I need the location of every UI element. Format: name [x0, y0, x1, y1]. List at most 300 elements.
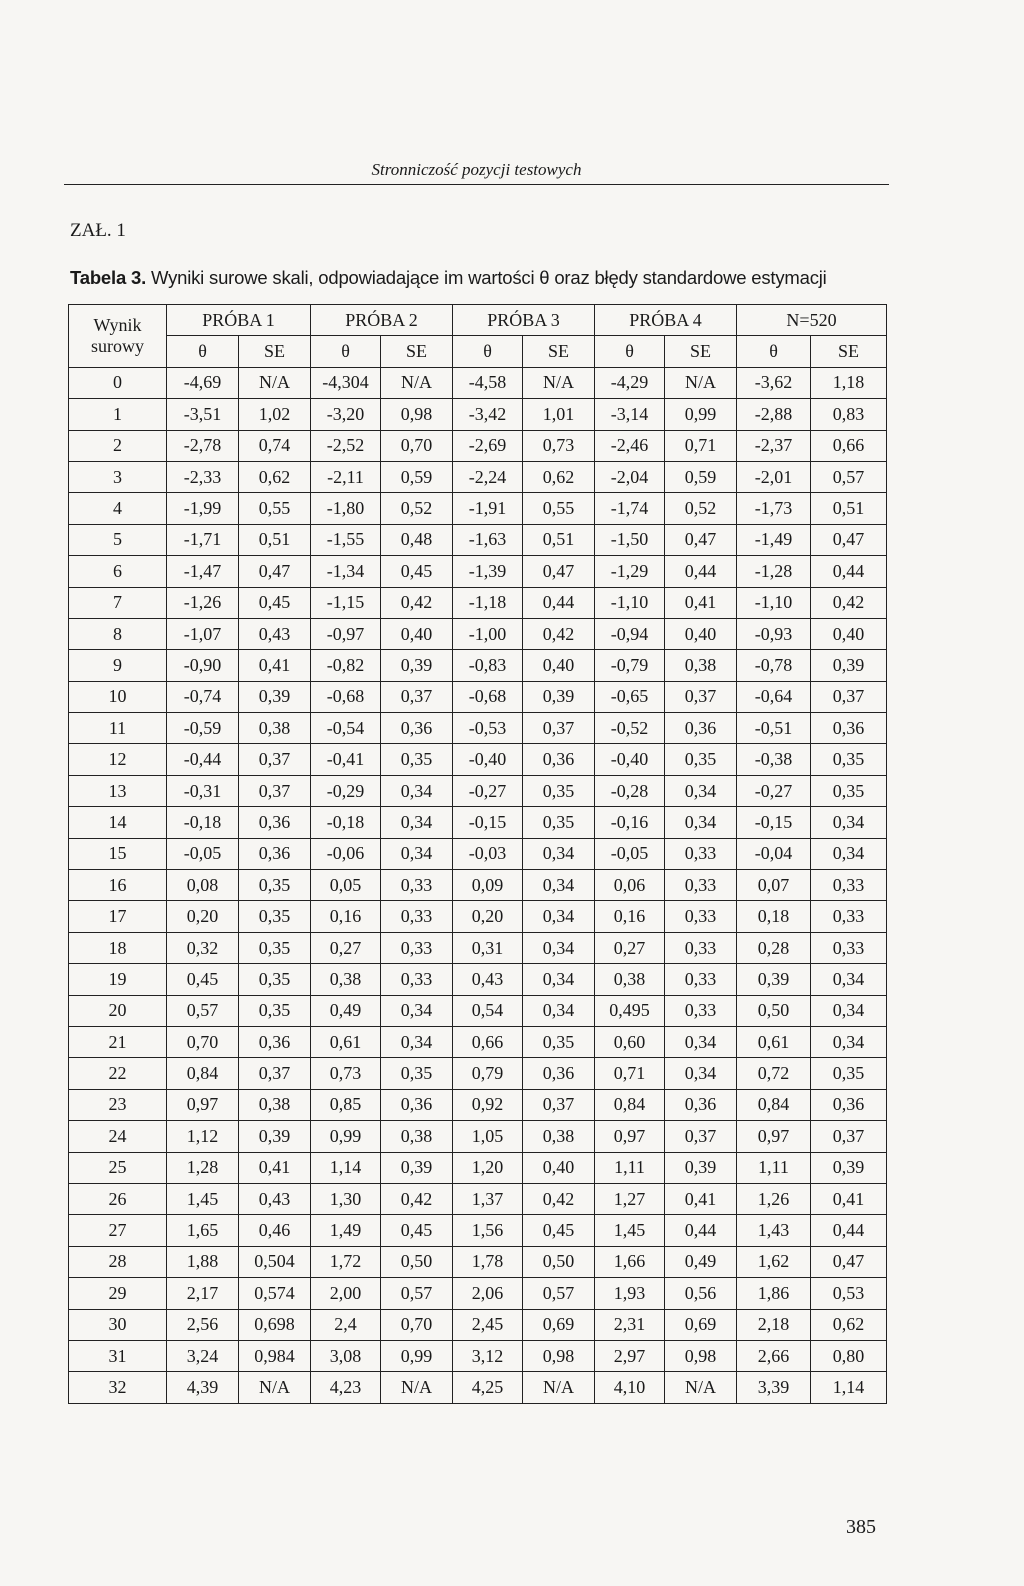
- theta-cell: 0,27: [311, 932, 381, 963]
- se-cell: 0,99: [665, 399, 737, 430]
- theta-cell: 0,32: [167, 932, 239, 963]
- theta-cell: -0,53: [453, 713, 523, 744]
- theta-cell: 0,08: [167, 870, 239, 901]
- table-row: [69, 901, 887, 932]
- theta-cell: -0,54: [311, 713, 381, 744]
- theta-cell: 0,45: [167, 964, 239, 995]
- raw-score-cell: 6: [69, 556, 167, 587]
- theta-cell: 1,66: [595, 1246, 665, 1277]
- se-cell: N/A: [381, 1372, 453, 1403]
- theta-cell: 1,12: [167, 1121, 239, 1152]
- table-row: [69, 1026, 887, 1057]
- appendix-label: ZAŁ. 1: [70, 220, 126, 241]
- raw-score-cell: 31: [69, 1340, 167, 1371]
- se-cell: 0,40: [523, 1152, 595, 1183]
- se-cell: 0,51: [523, 524, 595, 555]
- theta-cell: -2,01: [737, 461, 811, 492]
- theta-cell: 1,30: [311, 1183, 381, 1214]
- se-cell: N/A: [239, 367, 311, 398]
- se-cell: 0,37: [239, 775, 311, 806]
- theta-cell: 4,23: [311, 1372, 381, 1403]
- se-cell: 0,42: [811, 587, 887, 618]
- theta-cell: 2,66: [737, 1340, 811, 1371]
- table-row: [69, 1340, 887, 1371]
- theta-cell: -0,78: [737, 650, 811, 681]
- theta-cell: 1,45: [595, 1215, 665, 1246]
- theta-cell: 2,31: [595, 1309, 665, 1340]
- se-cell: 0,34: [381, 807, 453, 838]
- se-cell: 0,39: [381, 650, 453, 681]
- raw-score-cell: 0: [69, 367, 167, 398]
- theta-cell: -0,82: [311, 650, 381, 681]
- se-cell: 0,43: [239, 1183, 311, 1214]
- theta-cell: 1,65: [167, 1215, 239, 1246]
- theta-cell: -0,94: [595, 618, 665, 649]
- theta-cell: -4,58: [453, 367, 523, 398]
- theta-cell: 3,08: [311, 1340, 381, 1371]
- theta-cell: 1,49: [311, 1215, 381, 1246]
- theta-cell: -1,50: [595, 524, 665, 555]
- se-cell: 0,47: [811, 524, 887, 555]
- se-cell: 0,51: [811, 493, 887, 524]
- se-cell: 0,40: [381, 618, 453, 649]
- theta-cell: -0,27: [737, 775, 811, 806]
- se-cell: 0,35: [523, 807, 595, 838]
- raw-score-cell: 26: [69, 1183, 167, 1214]
- sub-header-theta: θ: [453, 336, 523, 367]
- se-cell: 0,33: [665, 901, 737, 932]
- theta-cell: 0,20: [167, 901, 239, 932]
- theta-cell: 0,71: [595, 1058, 665, 1089]
- se-cell: 0,35: [239, 995, 311, 1026]
- theta-cell: -1,34: [311, 556, 381, 587]
- se-cell: 0,83: [811, 399, 887, 430]
- theta-cell: -2,69: [453, 430, 523, 461]
- se-cell: 0,36: [665, 713, 737, 744]
- se-cell: 0,33: [811, 901, 887, 932]
- theta-cell: 0,31: [453, 932, 523, 963]
- se-cell: 0,35: [665, 744, 737, 775]
- theta-cell: 0,97: [167, 1089, 239, 1120]
- se-cell: 0,48: [381, 524, 453, 555]
- table-row: [69, 524, 887, 555]
- se-cell: 0,51: [239, 524, 311, 555]
- table-row: [69, 587, 887, 618]
- table-row: [69, 1121, 887, 1152]
- sub-header-theta: θ: [737, 336, 811, 367]
- se-cell: 0,698: [239, 1309, 311, 1340]
- se-cell: 0,50: [523, 1246, 595, 1277]
- theta-cell: -1,47: [167, 556, 239, 587]
- sub-header-se: SE: [811, 336, 887, 367]
- theta-cell: -0,74: [167, 681, 239, 712]
- se-cell: N/A: [381, 367, 453, 398]
- theta-cell: 2,06: [453, 1278, 523, 1309]
- se-cell: 0,73: [523, 430, 595, 461]
- theta-cell: 0,57: [167, 995, 239, 1026]
- se-cell: 0,41: [665, 587, 737, 618]
- theta-cell: -0,83: [453, 650, 523, 681]
- table-row: [69, 1372, 887, 1403]
- se-cell: 0,35: [239, 932, 311, 963]
- theta-cell: 0,85: [311, 1089, 381, 1120]
- se-cell: 0,62: [811, 1309, 887, 1340]
- se-cell: 0,34: [523, 838, 595, 869]
- se-cell: 0,37: [523, 713, 595, 744]
- theta-cell: 0,84: [595, 1089, 665, 1120]
- se-cell: 0,39: [665, 1152, 737, 1183]
- se-cell: 0,62: [239, 461, 311, 492]
- theta-cell: -1,28: [737, 556, 811, 587]
- raw-score-cell: 9: [69, 650, 167, 681]
- se-cell: 0,39: [523, 681, 595, 712]
- theta-cell: 1,43: [737, 1215, 811, 1246]
- se-cell: 0,35: [239, 964, 311, 995]
- theta-cell: -1,26: [167, 587, 239, 618]
- se-cell: 0,42: [381, 587, 453, 618]
- se-cell: 0,37: [381, 681, 453, 712]
- theta-cell: 0,61: [311, 1026, 381, 1057]
- se-cell: 0,70: [381, 1309, 453, 1340]
- se-cell: 0,44: [811, 1215, 887, 1246]
- se-cell: 0,47: [665, 524, 737, 555]
- raw-score-cell: 15: [69, 838, 167, 869]
- se-cell: 0,34: [523, 901, 595, 932]
- theta-cell: -0,90: [167, 650, 239, 681]
- table-head: [69, 305, 887, 368]
- se-cell: 0,52: [665, 493, 737, 524]
- theta-cell: -0,68: [311, 681, 381, 712]
- raw-score-cell: 18: [69, 932, 167, 963]
- theta-cell: -0,65: [595, 681, 665, 712]
- raw-score-cell: 1: [69, 399, 167, 430]
- se-cell: 0,37: [665, 681, 737, 712]
- theta-cell: -3,62: [737, 367, 811, 398]
- table-row: [69, 493, 887, 524]
- theta-cell: 3,12: [453, 1340, 523, 1371]
- raw-score-cell: 21: [69, 1026, 167, 1057]
- theta-cell: -2,46: [595, 430, 665, 461]
- se-cell: 0,574: [239, 1278, 311, 1309]
- theta-cell: -1,10: [737, 587, 811, 618]
- se-cell: 0,39: [811, 650, 887, 681]
- theta-cell: -0,05: [595, 838, 665, 869]
- raw-score-cell: 20: [69, 995, 167, 1026]
- theta-cell: 2,18: [737, 1309, 811, 1340]
- sub-header-theta: θ: [311, 336, 381, 367]
- theta-cell: -3,20: [311, 399, 381, 430]
- table-row: [69, 1183, 887, 1214]
- raw-score-cell: 10: [69, 681, 167, 712]
- theta-cell: -1,91: [453, 493, 523, 524]
- theta-cell: 1,11: [595, 1152, 665, 1183]
- se-cell: 0,35: [811, 744, 887, 775]
- raw-score-cell: 2: [69, 430, 167, 461]
- theta-cell: -2,88: [737, 399, 811, 430]
- theta-cell: 0,54: [453, 995, 523, 1026]
- table-row: [69, 681, 887, 712]
- se-cell: 0,37: [239, 1058, 311, 1089]
- theta-cell: -1,15: [311, 587, 381, 618]
- theta-cell: -0,06: [311, 838, 381, 869]
- theta-cell: -0,40: [453, 744, 523, 775]
- se-cell: 0,43: [239, 618, 311, 649]
- se-cell: 0,34: [665, 1026, 737, 1057]
- theta-cell: -1,55: [311, 524, 381, 555]
- se-cell: 0,41: [239, 1152, 311, 1183]
- se-cell: 0,34: [665, 807, 737, 838]
- theta-cell: -0,51: [737, 713, 811, 744]
- se-cell: 0,37: [811, 681, 887, 712]
- theta-cell: -0,04: [737, 838, 811, 869]
- se-cell: 0,37: [523, 1089, 595, 1120]
- se-cell: N/A: [665, 367, 737, 398]
- theta-cell: -2,37: [737, 430, 811, 461]
- theta-cell: -2,04: [595, 461, 665, 492]
- se-cell: 0,38: [239, 713, 311, 744]
- theta-cell: 0,50: [737, 995, 811, 1026]
- se-cell: 0,33: [381, 870, 453, 901]
- se-cell: N/A: [665, 1372, 737, 1403]
- group-header-proba-4: PRÓBA 4: [595, 305, 737, 336]
- se-cell: 0,69: [665, 1309, 737, 1340]
- theta-cell: 0,79: [453, 1058, 523, 1089]
- se-cell: 0,34: [811, 838, 887, 869]
- sub-header-se: SE: [523, 336, 595, 367]
- se-cell: 0,35: [381, 1058, 453, 1089]
- se-cell: 0,52: [381, 493, 453, 524]
- theta-cell: -0,40: [595, 744, 665, 775]
- theta-cell: 0,60: [595, 1026, 665, 1057]
- se-cell: 0,71: [665, 430, 737, 461]
- table-body: [69, 367, 887, 1403]
- se-cell: 0,98: [523, 1340, 595, 1371]
- se-cell: 0,47: [523, 556, 595, 587]
- se-cell: 0,36: [523, 744, 595, 775]
- se-cell: 0,53: [811, 1278, 887, 1309]
- se-cell: 0,33: [665, 838, 737, 869]
- se-cell: 0,55: [239, 493, 311, 524]
- se-cell: 0,46: [239, 1215, 311, 1246]
- sub-header-se: SE: [665, 336, 737, 367]
- se-cell: 0,34: [523, 964, 595, 995]
- theta-cell: -0,15: [737, 807, 811, 838]
- theta-cell: 2,97: [595, 1340, 665, 1371]
- raw-score-cell: 14: [69, 807, 167, 838]
- se-cell: 0,57: [811, 461, 887, 492]
- row-header-line-2: surowy: [91, 335, 144, 356]
- raw-score-cell: 25: [69, 1152, 167, 1183]
- theta-cell: 0,16: [595, 901, 665, 932]
- se-cell: 0,98: [665, 1340, 737, 1371]
- theta-cell: 0,49: [311, 995, 381, 1026]
- se-cell: 0,47: [811, 1246, 887, 1277]
- se-cell: 0,47: [239, 556, 311, 587]
- header-rule: [64, 184, 889, 185]
- theta-cell: -0,05: [167, 838, 239, 869]
- se-cell: 0,59: [381, 461, 453, 492]
- theta-cell: 2,45: [453, 1309, 523, 1340]
- se-cell: 0,55: [523, 493, 595, 524]
- theta-cell: -1,71: [167, 524, 239, 555]
- table-caption-label: Tabela 3.: [70, 267, 147, 288]
- raw-score-cell: 19: [69, 964, 167, 995]
- theta-cell: 0,84: [167, 1058, 239, 1089]
- theta-cell: 0,16: [311, 901, 381, 932]
- theta-cell: 0,38: [311, 964, 381, 995]
- raw-score-cell: 32: [69, 1372, 167, 1403]
- theta-cell: 3,39: [737, 1372, 811, 1403]
- se-cell: 0,33: [381, 901, 453, 932]
- se-cell: 0,74: [239, 430, 311, 461]
- se-cell: 0,34: [381, 995, 453, 1026]
- se-cell: 0,37: [239, 744, 311, 775]
- theta-cell: 1,28: [167, 1152, 239, 1183]
- se-cell: 0,36: [239, 838, 311, 869]
- running-head: Stronniczość pozycji testowych: [371, 160, 582, 179]
- theta-cell: 1,72: [311, 1246, 381, 1277]
- se-cell: 0,33: [665, 995, 737, 1026]
- se-cell: 0,36: [523, 1058, 595, 1089]
- raw-score-cell: 27: [69, 1215, 167, 1246]
- se-cell: 0,34: [811, 807, 887, 838]
- se-cell: 0,34: [381, 838, 453, 869]
- se-cell: 0,98: [381, 399, 453, 430]
- se-cell: 0,39: [811, 1152, 887, 1183]
- theta-cell: 4,10: [595, 1372, 665, 1403]
- se-cell: 0,38: [381, 1121, 453, 1152]
- raw-score-cell: 30: [69, 1309, 167, 1340]
- se-cell: 1,02: [239, 399, 311, 430]
- table-row: [69, 556, 887, 587]
- theta-cell: 1,93: [595, 1278, 665, 1309]
- theta-cell: 0,27: [595, 932, 665, 963]
- se-cell: 0,38: [523, 1121, 595, 1152]
- se-cell: 0,33: [665, 870, 737, 901]
- raw-score-cell: 12: [69, 744, 167, 775]
- raw-score-cell: 4: [69, 493, 167, 524]
- theta-cell: -0,41: [311, 744, 381, 775]
- theta-cell: 1,78: [453, 1246, 523, 1277]
- theta-cell: -2,11: [311, 461, 381, 492]
- raw-score-cell: 28: [69, 1246, 167, 1277]
- theta-cell: 0,38: [595, 964, 665, 995]
- theta-cell: 4,39: [167, 1372, 239, 1403]
- raw-score-cell: 23: [69, 1089, 167, 1120]
- table-row: [69, 1089, 887, 1120]
- table-row: [69, 430, 887, 461]
- group-header-proba-2: PRÓBA 2: [311, 305, 453, 336]
- se-cell: 0,36: [381, 713, 453, 744]
- theta-cell: -3,14: [595, 399, 665, 430]
- theta-cell: 0,97: [737, 1121, 811, 1152]
- raw-score-cell: 22: [69, 1058, 167, 1089]
- se-cell: 0,45: [381, 1215, 453, 1246]
- theta-cell: 2,56: [167, 1309, 239, 1340]
- theta-cell: -1,18: [453, 587, 523, 618]
- se-cell: N/A: [523, 1372, 595, 1403]
- theta-cell: -0,93: [737, 618, 811, 649]
- theta-cell: 1,27: [595, 1183, 665, 1214]
- raw-score-cell: 24: [69, 1121, 167, 1152]
- theta-cell: 2,17: [167, 1278, 239, 1309]
- theta-cell: -0,79: [595, 650, 665, 681]
- theta-cell: 1,20: [453, 1152, 523, 1183]
- se-cell: 0,35: [811, 775, 887, 806]
- theta-cell: 1,88: [167, 1246, 239, 1277]
- se-cell: 0,39: [239, 681, 311, 712]
- table-row: [69, 461, 887, 492]
- se-cell: 0,44: [523, 587, 595, 618]
- theta-cell: -2,78: [167, 430, 239, 461]
- se-cell: 0,33: [665, 932, 737, 963]
- table-row: [69, 1309, 887, 1340]
- theta-cell: -0,16: [595, 807, 665, 838]
- theta-cell: 0,61: [737, 1026, 811, 1057]
- table-row: [69, 1215, 887, 1246]
- se-cell: 0,984: [239, 1340, 311, 1371]
- group-header-proba-3: PRÓBA 3: [453, 305, 595, 336]
- se-cell: 0,40: [665, 618, 737, 649]
- table-row: [69, 1246, 887, 1277]
- se-cell: 0,40: [811, 618, 887, 649]
- theta-cell: 0,28: [737, 932, 811, 963]
- theta-cell: 3,24: [167, 1340, 239, 1371]
- table-row: [69, 775, 887, 806]
- se-cell: 0,34: [381, 1026, 453, 1057]
- raw-score-cell: 5: [69, 524, 167, 555]
- se-cell: 0,35: [239, 870, 311, 901]
- theta-cell: -0,28: [595, 775, 665, 806]
- se-cell: 0,69: [523, 1309, 595, 1340]
- table-row: [69, 838, 887, 869]
- theta-cell: -2,24: [453, 461, 523, 492]
- se-cell: 0,41: [665, 1183, 737, 1214]
- se-cell: 0,39: [381, 1152, 453, 1183]
- theta-cell: 0,92: [453, 1089, 523, 1120]
- se-cell: 0,66: [811, 430, 887, 461]
- se-cell: 0,34: [523, 932, 595, 963]
- theta-cell: -0,15: [453, 807, 523, 838]
- theta-cell: -1,29: [595, 556, 665, 587]
- theta-cell: 1,11: [737, 1152, 811, 1183]
- se-cell: 0,41: [811, 1183, 887, 1214]
- theta-cell: -0,64: [737, 681, 811, 712]
- theta-cell: -2,33: [167, 461, 239, 492]
- se-cell: 1,01: [523, 399, 595, 430]
- group-header-row: [69, 305, 887, 336]
- se-cell: 0,34: [811, 995, 887, 1026]
- se-cell: 0,36: [239, 807, 311, 838]
- table-row: [69, 713, 887, 744]
- table-row: [69, 995, 887, 1026]
- se-cell: 0,504: [239, 1246, 311, 1277]
- theta-cell: 1,45: [167, 1183, 239, 1214]
- theta-cell: 1,14: [311, 1152, 381, 1183]
- theta-cell: -1,07: [167, 618, 239, 649]
- theta-cell: 0,39: [737, 964, 811, 995]
- se-cell: 0,34: [381, 775, 453, 806]
- theta-cell: -0,38: [737, 744, 811, 775]
- se-cell: 0,45: [523, 1215, 595, 1246]
- se-cell: 0,34: [665, 775, 737, 806]
- theta-cell: 1,86: [737, 1278, 811, 1309]
- se-cell: 0,40: [523, 650, 595, 681]
- se-cell: 0,35: [523, 1026, 595, 1057]
- se-cell: 0,57: [381, 1278, 453, 1309]
- se-cell: 0,44: [665, 1215, 737, 1246]
- se-cell: 0,34: [523, 995, 595, 1026]
